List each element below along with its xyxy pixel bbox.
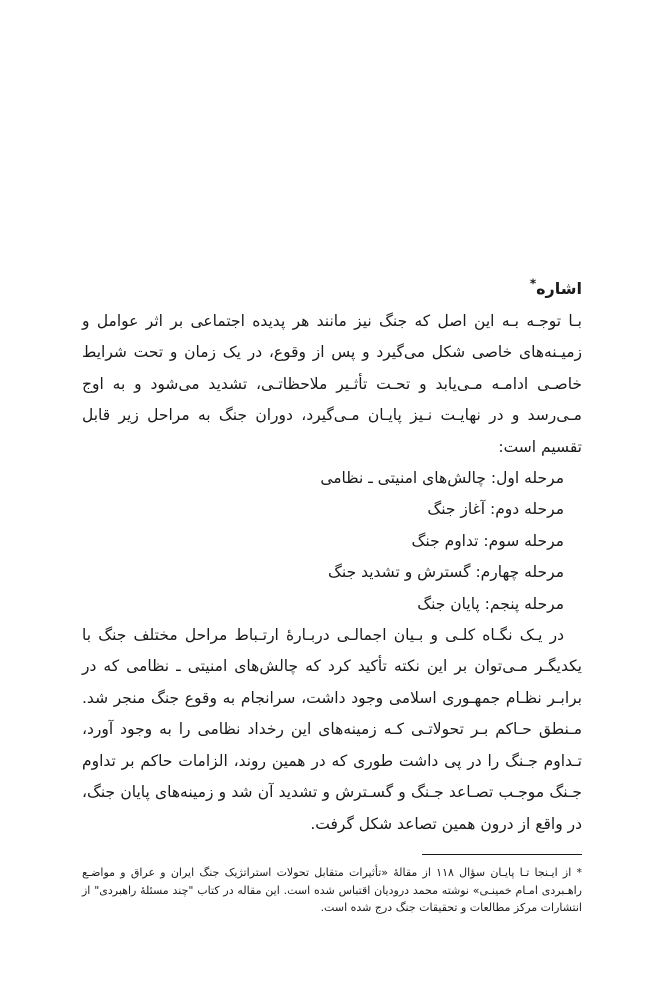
stage-item: مرحله چهارم: گسترش و تشدید جنگ	[328, 563, 564, 582]
section-heading-title: اشاره	[536, 279, 582, 298]
section-heading	[82, 272, 582, 306]
footnote: * از ایـنجا تـا پایـان سؤال ۱۱۸ از مقالهٔ «تأثیرات متقابل تحولات استراتژیک جنگ ایران و عراق و مواضـع راهـبردی امـام خمینـی» نوشته محمد درودیان اقتباس شده است. این مقاله در کتاب "چند مسئلهٔ راهبردی" از انتشارات مرکز مطالعات و تحقیقات جنگ درج شده است.	[82, 866, 582, 914]
stages-list	[82, 463, 582, 620]
main-text	[82, 272, 582, 840]
footnote-divider	[422, 854, 582, 855]
stage-item: مرحله اول: چالش‌های امنیتی ـ نظامی	[320, 469, 564, 488]
intro-paragraph: بـا توجـه بـه این اصل که جنگ نیز مانند هر پدیده اجتماعی بر اثر عوامل و زمیـنه‌های خاصی شکل می‌گیرد و پس از وقوع، در یک زمان و تحت شرایط خاصـی ادامـه مـی‌یابد و تحـت تأثـیر ملاحظاتـی، تشدید می‌شود و به اوج مـی‌رسد و در نهایـت نـیز پایـان مـی‌گیرد، دوران جنگ به مراحل زیر قابل تقسیم است:	[82, 312, 582, 456]
footnote-marker: *	[529, 276, 537, 291]
closing-paragraph: در یـک نگـاه کلـی و بـیان اجمالـی دربـارهٔ ارتـباط مراحل مختلف جنگ با یکدیگـر مـی‌توان بر این نکته تأکید کرد که چالش‌های امنیتی ـ نظامی که در برابـر نظـام جمهـوری اسلامی وجود داشت، سرانجام به وقوع جنگ منجر شد. مـنطق حـاکم بـر تحولاتـی کـه زمینه‌های این رخداد نظامی را به وجود آورد، تـداوم جـنگ را در پی داشت طوری که در همین روند، الزامات حاکم بر تداوم جـنگ موجـب تصـاعد جـنگ و گسـترش و تشدید آن شد و زمینه‌های پایان جنگ، در واقع از درون همین تصاعد شکل گرفت.	[82, 626, 582, 833]
stage-item: مرحله پنجم: پایان جنگ	[417, 594, 564, 613]
stage-item: مرحله دوم: آغاز جنگ	[427, 500, 564, 519]
stage-item: مرحله سوم: تداوم جنگ	[411, 531, 564, 550]
